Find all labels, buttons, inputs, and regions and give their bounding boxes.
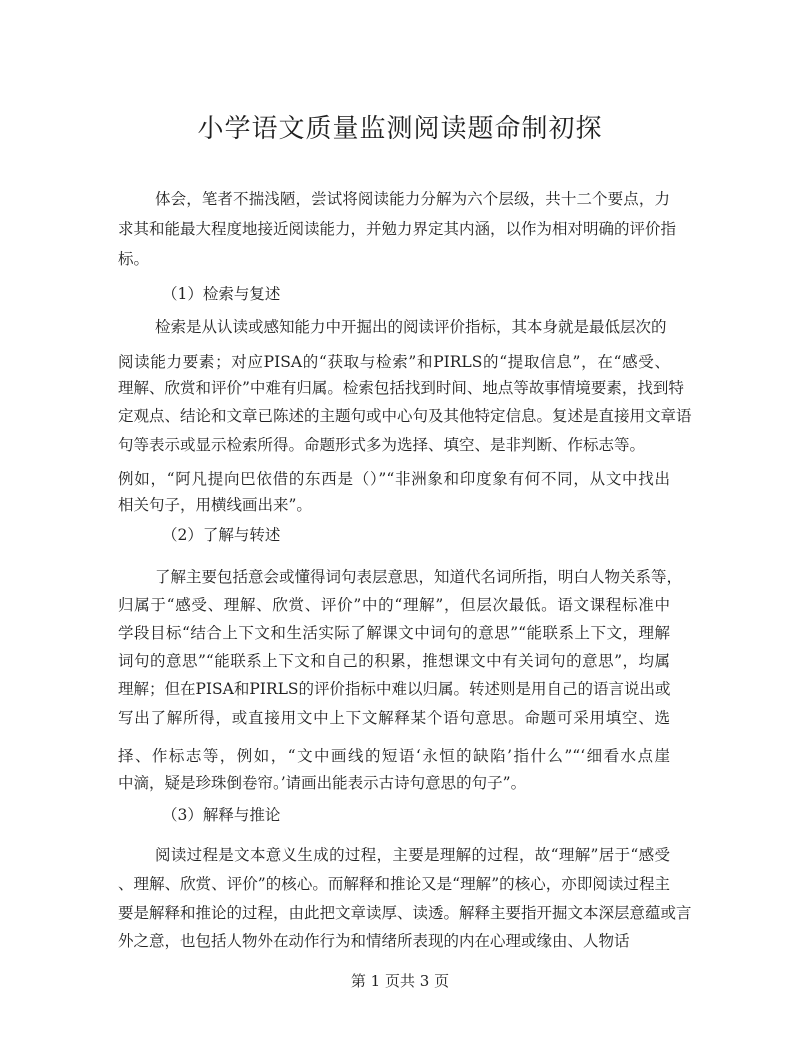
text-line: 写出了解所得，或直接用文中上下文解释某个语句意思。命题可采用填空、选 (118, 709, 670, 727)
text-line: 学段目标“结合上下文和生活实际了解课文中词句的意思”“能联系上下文，理解 (118, 624, 670, 642)
text-line: 外之意，也包括人物外在动作行为和情绪所表现的内在心理或缘由、人物话 (118, 932, 630, 950)
section-heading: （3）解释与推论 (162, 806, 281, 824)
document-title: 小学语文质量监测阅读题命制初探 (197, 114, 603, 144)
page-footer: 第 1 页共 3 页 (350, 972, 450, 990)
text-line: 了解主要包括意会或懂得词句表层意思，知道代名词所指，明白人物关系等， (155, 568, 683, 586)
text-line: 标。 (118, 250, 150, 268)
text-line: 、理解、欣赏、评价”的核心。而解释和推论又是“理解”的核心，亦即阅读过程主 (118, 875, 670, 893)
text-line: 求其和能最大程度地接近阅读能力，并勉力界定其内涵，以作为相对明确的评价指 (118, 220, 677, 238)
text-line: 归属于“感受、理解、欣赏、评价”中的“理解”，但层次最低。语文课程标准中 (118, 596, 670, 614)
text-line: 中滴，疑是珍珠倒卷帘。’请画出能表示古诗句意思的句子”。 (118, 774, 527, 792)
text-line: 句等表示或显示检索所得。命题形式多为选择、填空、是非判断、作标志等。 (118, 436, 646, 454)
text-line: 词句的意思”“能联系上下文和自己的积累，推想课文中有关词句的意思”，均属 (118, 652, 670, 670)
text-line: 相关句子，用横线画出来”。 (118, 496, 312, 514)
text-line: 定观点、结论和文章已陈述的主题句或中心句及其他特定信息。复述是直接用文章语 (118, 407, 692, 425)
text-line: 理解；但在PISA和PIRLS的评价指标中难以归属。转述则是用自己的语言说出或 (118, 680, 671, 698)
text-line: 择、作标志等，例如，“文中画线的短语‘永恒的缺陷’指什么”“‘细看水点崖 (118, 747, 670, 765)
text-line: 检索是从认读或感知能力中开掘出的阅读评价指标，其本身就是最低层次的 (155, 318, 667, 336)
text-line: 理解、欣赏和评价”中难有归属。检索包括找到时间、地点等故事情境要素，找到特 (118, 379, 684, 397)
section-heading: （2）了解与转述 (162, 526, 281, 544)
text-line: 体会，笔者不揣浅陋，尝试将阅读能力分解为六个层级，共十二个要点，力 (155, 190, 670, 208)
text-line: 例如，“阿凡提向巴依借的东西是（）”“非洲象和印度象有何不同，从文中找出 (118, 470, 670, 488)
text-line: 阅读过程是文本意义生成的过程，主要是理解的过程，故“理解”居于“感受 (155, 846, 670, 864)
text-line: 阅读能力要素；对应PISA的“获取与检索”和PIRLS的“提取信息”，在“感受、 (118, 353, 670, 371)
section-heading: （1）检索与复述 (162, 285, 281, 303)
text-line: 要是解释和推论的过程，由此把文章读厚、读透。解释主要指开掘文本深层意蕴或言 (118, 904, 692, 922)
